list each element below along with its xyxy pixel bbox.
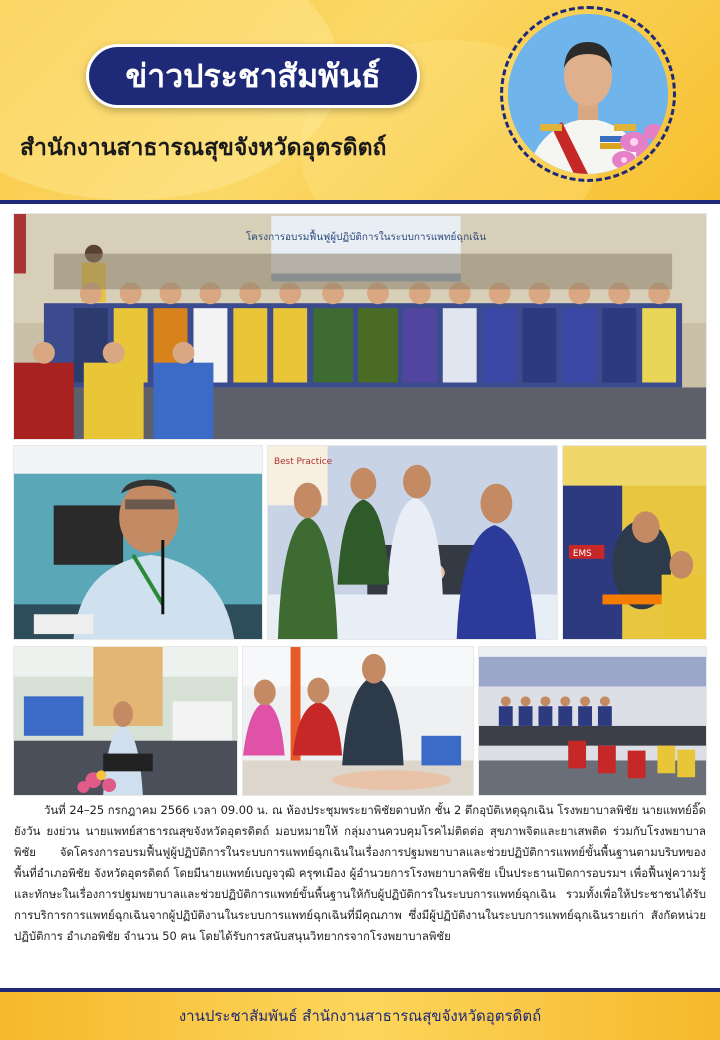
header-banner — [0, 0, 720, 202]
news-article-body: วันที่ 24–25 กรกฎาคม 2566 เวลา 09.00 น. ณ ห้องประชุมพระยาพิชัยดาบหัก ชั้น 2 ตึกอุบัติเหตุฉุกเฉิน โรงพยาบาลพิชัย นายแพทย์อิ๊ดยังวัน ยงย่วน นายแพทย์สาธารณสุขจังหวัดอุตรดิตถ์ มอบหมายให้ กลุ่มงานควบคุมโรคไม่ติดต่อ สุขภาพจิตและยาเสพติด ร่วมกับโรงพยาบาลพิชัย จัดโครงการอบรมฟื้นฟูผู้ปฏิบัติการในระบบการแพทย์ฉุกเฉินในเรื่องการปฐมพยาบาลและช่วยปฏิบัติการแพทย์ขั้นพื้นฐานตามบริบทของพื้นที่อำเภอพิชัย จังหวัดอุตรดิตถ์ โดยมีนายแพทย์เบญจวุฒิ ครุฑเมือง ผู้อำนวยการโรงพยาบาลพิชัย เป็นประธานเปิดการอบรมฯ เพื่อฟื้นฟูความรู้และทักษะในเรื่องการปฐมพยาบาลและช่วยปฏิบัติการแพทย์ขั้นพื้นฐานให้กับผู้ปฏิบัติการในระบบการแพทย์ฉุกเฉิน รวมทั้งเพื่อให้ประชาชนได้รับการบริการการแพทย์ฉุกเฉินจากผู้ปฏิบัติงานในระบบการแพทย์ฉุกเฉินที่มีคุณภาพ ซึ่งมีผู้ปฏิบัติงานในระบบการแพทย์ฉุกเฉินรายเก่า สังกัดหน่วยปฏิบัติการ อำเภอพิชัย จำนวน 50 คน โดยได้รับการสนับสนุนวิทยากรจากโรงพยาบาลพิชัย — [14, 803, 706, 943]
cpr-photo — [242, 646, 474, 796]
ems-vest-text: EMS — [572, 548, 592, 559]
footer-text: งานประชาสัมพันธ์ สำนักงานสาธารณสุขจังหวัดอุตรดิตถ์ — [178, 1007, 542, 1025]
speaker-photo — [13, 445, 263, 640]
ems-photo — [562, 445, 707, 640]
group-photo — [13, 213, 707, 440]
footer-bar — [0, 988, 720, 1040]
official-portrait — [508, 14, 668, 174]
group-banner-text: โครงการอบรมฟื้นฟูผู้ปฏิบัติการในระบบการแพทย์ฉุกเฉิน — [245, 231, 487, 243]
page-title: ข่าวประชาสัมพันธ์ — [86, 44, 420, 108]
presenter-photo — [13, 646, 238, 796]
training-photo — [267, 445, 558, 640]
header-divider — [0, 200, 720, 204]
classroom-photo — [478, 646, 707, 796]
agency-subtitle: สำนักงานสาธารณสุขจังหวัดอุตรดิตถ์ — [20, 135, 387, 161]
best-practice-board-text: Best Practice — [273, 456, 333, 467]
